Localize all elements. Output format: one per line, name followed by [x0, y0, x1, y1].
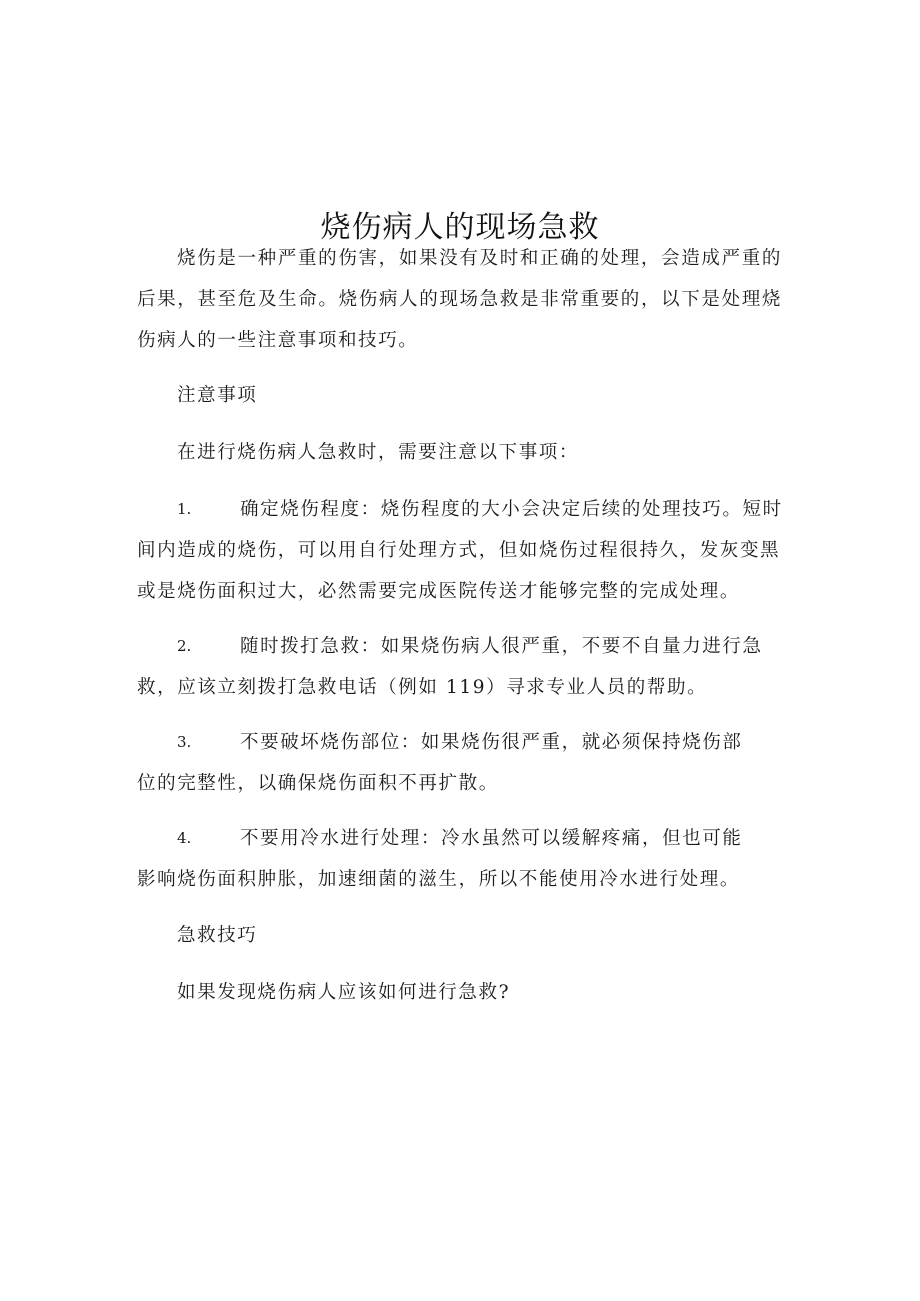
- list-item: [137, 722, 782, 804]
- techniques-lead: 如果发现烧伤病人应该如何进行急救?: [177, 982, 511, 1003]
- list-item-first-line: 不要用冷水进行处理：冷水虽然可以缓解疼痛，但也可能: [240, 828, 743, 849]
- list-item-number: 3.: [177, 733, 192, 751]
- list-item: [137, 818, 782, 900]
- page-title: 烧伤病人的现场急救: [320, 210, 600, 246]
- intro-paragraph: 烧伤是一种严重的伤害，如果没有及时和正确的处理，会造成严重的后果，甚至危及生命。烧伤病人的现场急救是非常重要的，以下是处理烧伤病人的一些注意事项和技巧。: [137, 248, 782, 351]
- list-item: [137, 489, 782, 612]
- list-item: [137, 626, 782, 708]
- precautions-lead: 在进行烧伤病人急救时，需要注意以下事项：: [177, 442, 580, 463]
- section-heading-precautions: 注意事项: [177, 385, 258, 406]
- list-item-first-line: 不要破坏烧伤部位：如果烧伤很严重，就必须保持烧伤部: [240, 732, 743, 753]
- list-item-rest: 间内造成的烧伤，可以用自行处理方式，但如烧伤过程很持久，发灰变黑或是烧伤面积过大，必然需要完成医院传送才能够完整的完成处理。: [137, 540, 781, 602]
- list-item-first-line: 确定烧伤程度：烧伤程度的大小会决定后续的处理技巧。短时: [240, 499, 783, 520]
- list-item-first-line: 随时拨打急救：如果烧伤病人很严重，不要不自量力进行急: [240, 636, 763, 657]
- list-item-number: 2.: [177, 637, 192, 655]
- section-heading-techniques: 急救技巧: [177, 925, 258, 946]
- list-item-number: 1.: [177, 500, 192, 518]
- list-item-rest: 救，应该立刻拨打急救电话（例如 119）寻求专业人员的帮助。: [137, 677, 708, 698]
- list-item-rest: 影响烧伤面积肿胀，加速细菌的滋生，所以不能使用冷水进行处理。: [137, 869, 741, 890]
- list-item-rest: 位的完整性，以确保烧伤面积不再扩散。: [137, 773, 499, 794]
- list-item-number: 4.: [177, 829, 192, 847]
